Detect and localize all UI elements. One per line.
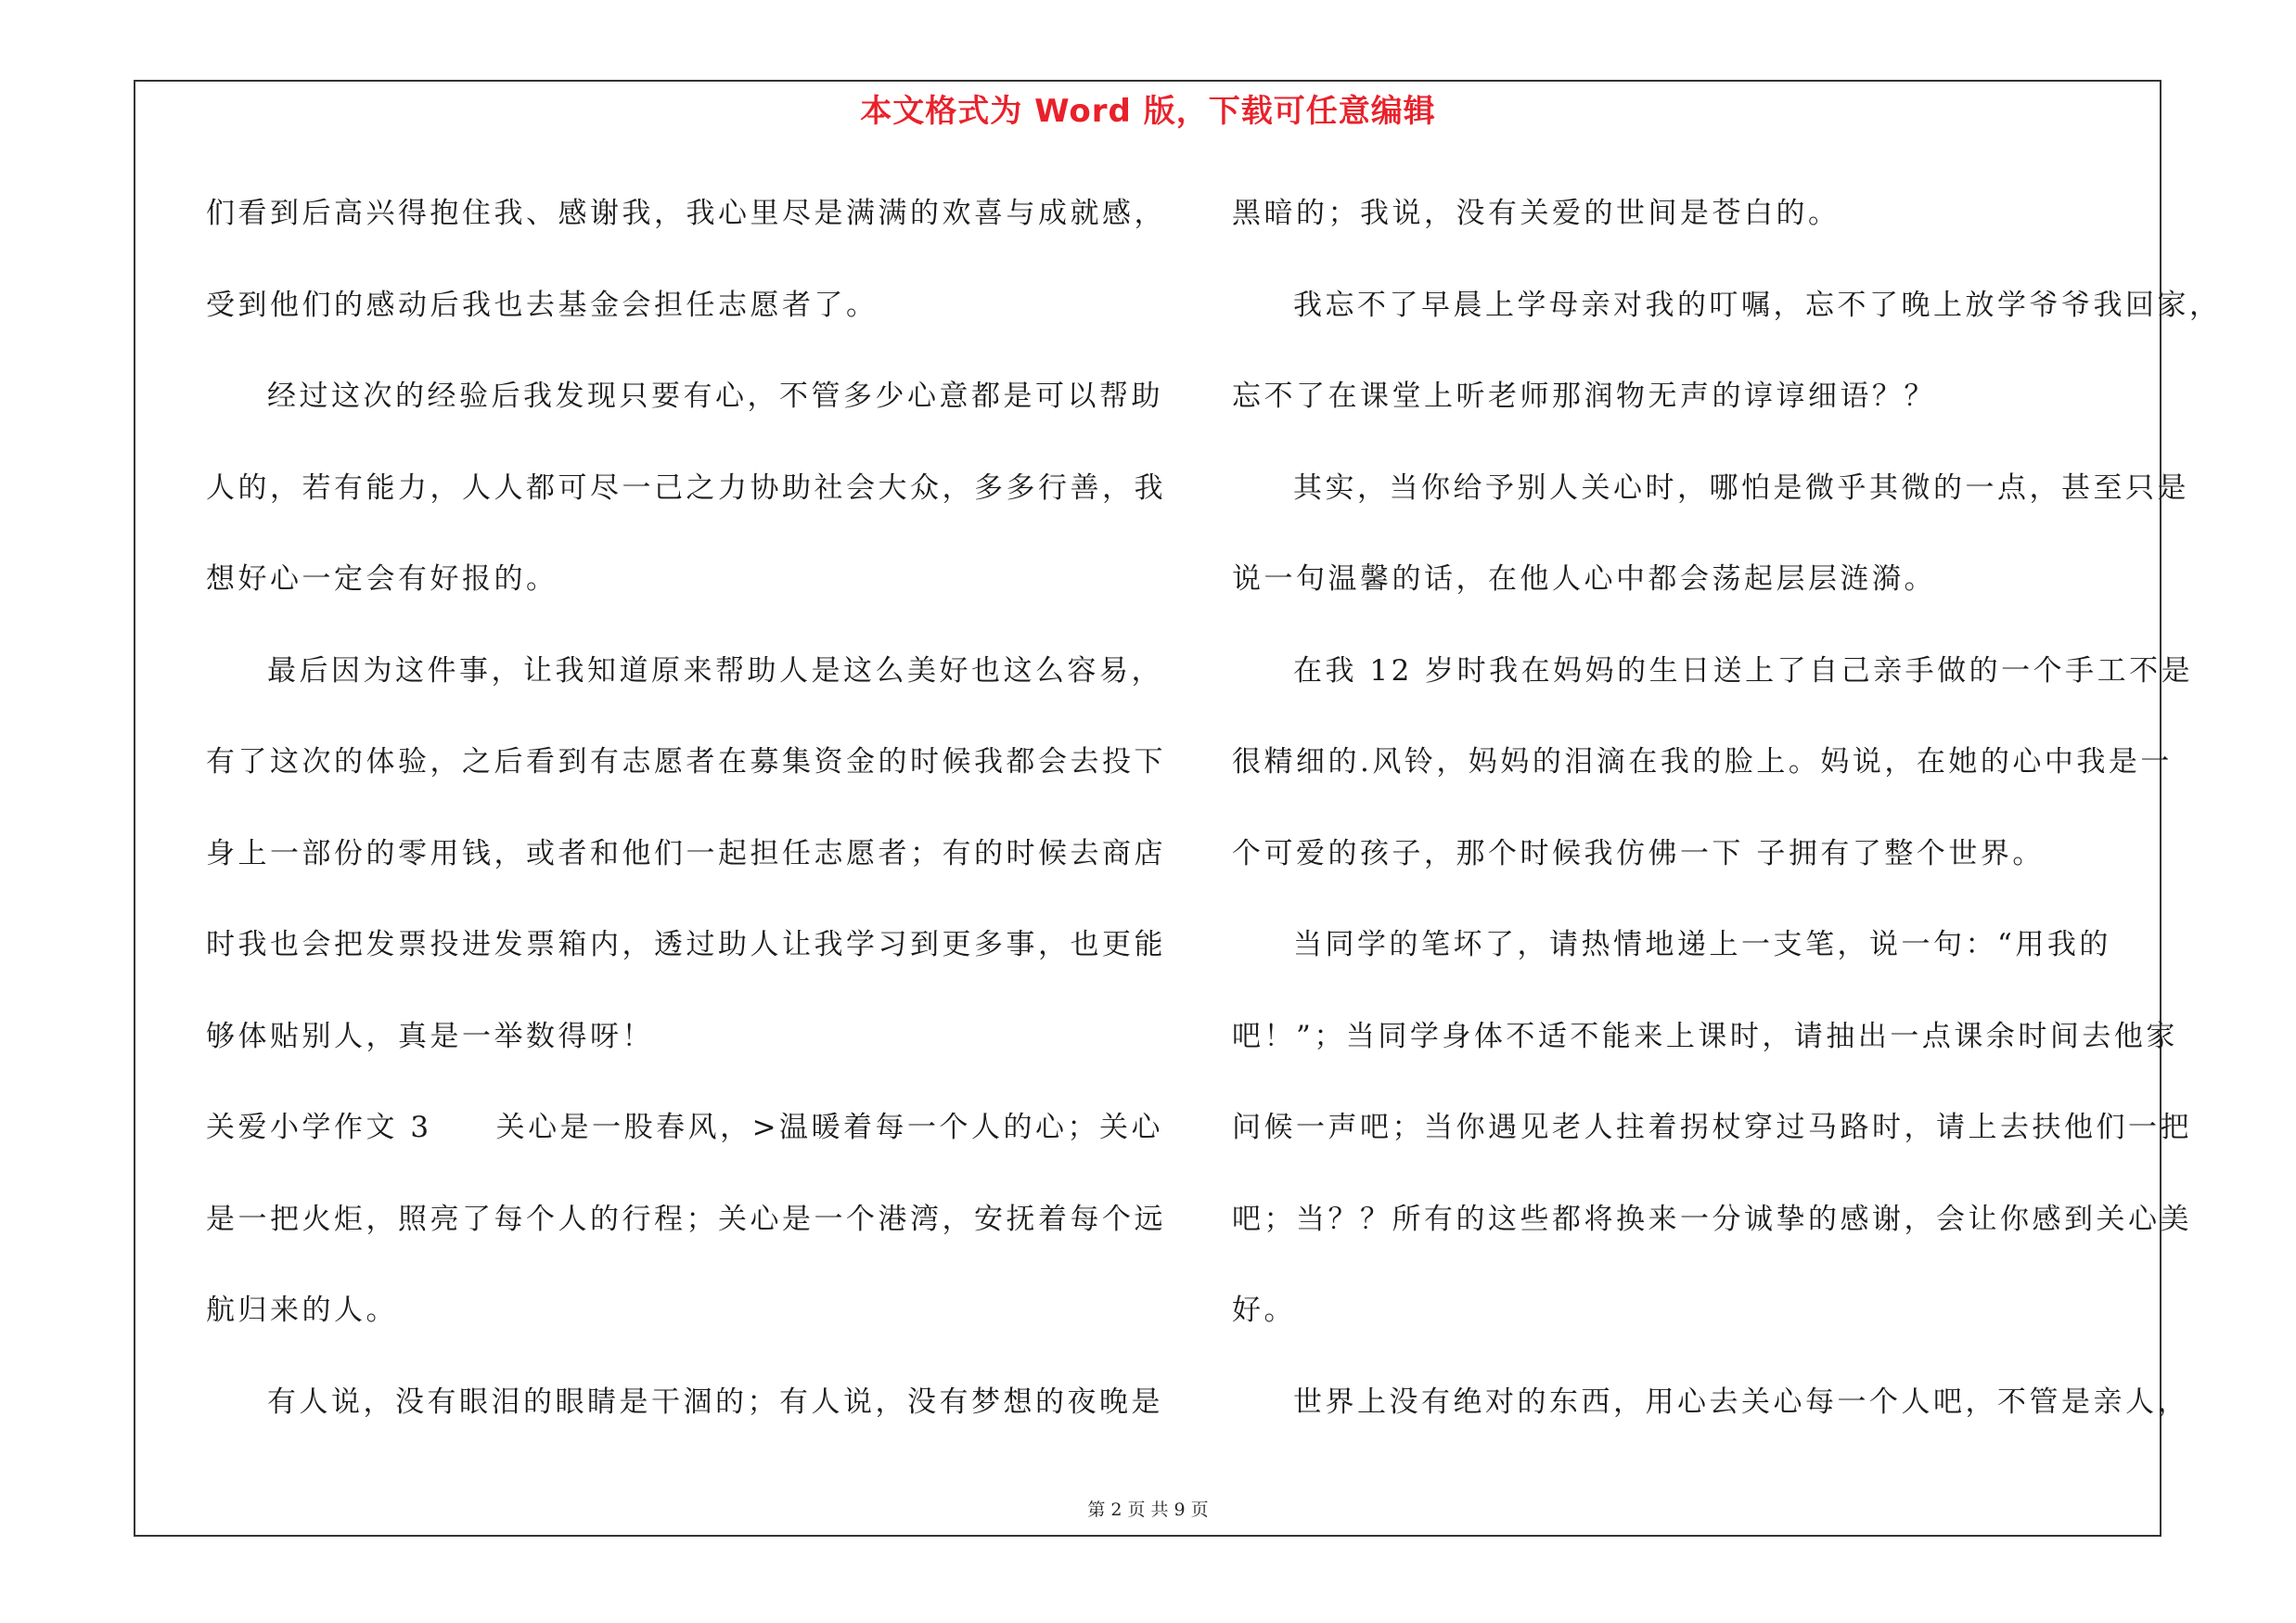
text-line: 人的，若有能力，人人都可尽一己之力协助社会大众，多多行善，我 [206, 470, 1166, 505]
text-line: 在我 12 岁时我在妈妈的生日送上了自己亲手做的一个手工不是 [1293, 653, 2194, 688]
text-line: 受到他们的感动后我也去基金会担任志愿者了。 [206, 288, 879, 322]
text-line: 最后因为这件事，让我知道原来帮助人是这么美好也这么容易， [267, 653, 1163, 688]
text-line: 身上一部份的零用钱，或者和他们一起担任志愿者；有的时候去商店 [206, 836, 1166, 870]
text-line: 们看到后高兴得抱住我、感谢我，我心里尽是满满的欢喜与成就感， [206, 197, 1166, 230]
text-line: 问候一声吧；当你遇见老人拄着拐杖穿过马路时，请上去扶他们一把 [1232, 1111, 2192, 1144]
text-line: 是一把火炬，照亮了每个人的行程；关心是一个港湾，安抚着每个远 [206, 1202, 1166, 1236]
text-line: 忘不了在课堂上听老师那润物无声的谆谆细语？？ [1232, 380, 1936, 413]
left-text-column [206, 186, 1166, 1465]
text-line: 经过这次的经验后我发现只要有心，不管多少心意都是可以帮助 [267, 380, 1163, 413]
text-line: 吧；当？？所有的这些都将换来一分诚挚的感谢，会让你感到关心美 [1232, 1202, 2192, 1236]
text-line: 吧！”；当同学身体不适不能来上课时，请抽出一点课余时间去他家 [1232, 1019, 2178, 1053]
text-line: 有人说，没有眼泪的眼睛是干涸的；有人说，没有梦想的夜晚是 [267, 1385, 1163, 1419]
text-line: 航归来的人。 [206, 1294, 398, 1327]
text-line: 想好心一定会有好报的。 [206, 562, 558, 596]
text-line: 黑暗的；我说，没有关爱的世间是苍白的。 [1232, 197, 1841, 230]
text-line: 其实，当你给予别人关心时，哪怕是微乎其微的一点，甚至只是 [1293, 470, 2189, 505]
text-line: 好。 [1232, 1294, 1296, 1327]
text-line: 我忘不了早晨上学母亲对我的叮嘱，忘不了晚上放学爷爷我回家， [1293, 288, 2222, 322]
text-line: 很精细的.风铃，妈妈的泪滴在我的脸上。妈说，在她的心中我是一 [1232, 745, 2173, 779]
page-number-footer: 第 2 页 共 9 页 [1087, 1500, 1209, 1520]
section-heading-line: 关爱小学作文 3 关心是一股春风，>温暖着每一个人的心；关心 [206, 1111, 1164, 1144]
text-line: 时我也会把发票投进发票箱内，透过助人让我学习到更多事，也更能 [206, 928, 1166, 961]
text-line: 世界上没有绝对的东西，用心去关心每一个人吧，不管是亲人， [1293, 1385, 2189, 1419]
text-line: 够体贴别人，真是一举数得呀！ [206, 1019, 654, 1053]
text-line: 个可爱的孩子，那个时候我仿佛一下 子拥有了整个世界。 [1232, 836, 2045, 870]
text-line: 当同学的笔坏了，请热情地递上一支笔，说一句：“用我的 [1293, 928, 2111, 961]
text-line: 说一句温馨的话，在他人心中都会荡起层层涟漪。 [1232, 562, 1936, 596]
text-line: 有了这次的体验，之后看到有志愿者在募集资金的时候我都会去投下 [206, 745, 1166, 779]
document-header-notice: 本文格式为 Word 版，下载可任意编辑 [860, 93, 1436, 130]
right-text-column [1232, 186, 2222, 1465]
